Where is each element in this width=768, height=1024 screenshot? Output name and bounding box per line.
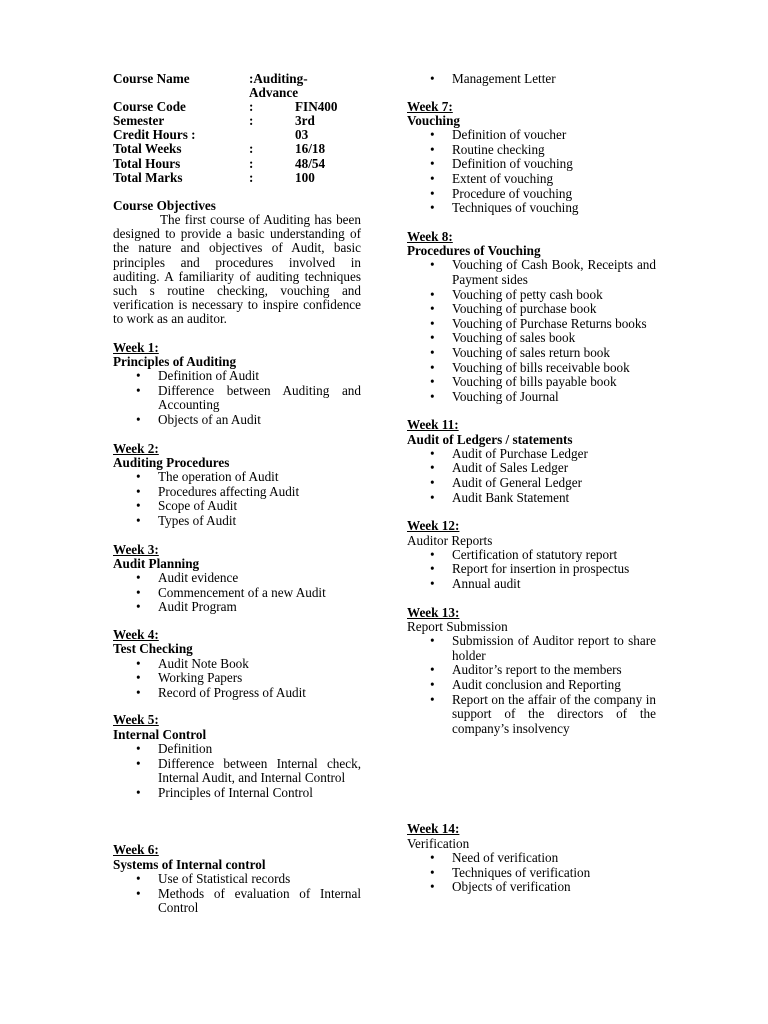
bullet-icon: • <box>430 633 435 649</box>
bullet-icon: • <box>430 388 435 404</box>
list-item <box>407 447 656 462</box>
bullet-icon: • <box>430 330 435 346</box>
credit-hours-value: 03 <box>295 127 309 143</box>
list-item-text: Submission of Auditor report to share holder <box>452 633 656 663</box>
bullet-icon: • <box>136 483 141 499</box>
bullet-icon: • <box>136 740 141 756</box>
list-item-text: Extent of vouching <box>452 170 554 186</box>
bullet-icon: • <box>430 460 435 476</box>
list-item-text: Vouching of bills payable book <box>452 374 617 390</box>
week-section <box>113 442 361 529</box>
week-topic: Test Checking <box>113 641 193 657</box>
list-item-text: Audit evidence <box>158 570 239 586</box>
week-section <box>113 628 361 700</box>
objectives-text: The first course of Auditing has been designed to provide a basic understanding of the nature and objectives of Audit, basic principles and procedures involved in auditing. A familiarity of auditing techniques such s routine checking, vouching and verification is necessary to inspire confidence to work as an auditor. <box>113 212 361 327</box>
list-item <box>407 143 656 158</box>
list-item-text: Report for insertion in prospectus <box>452 561 630 577</box>
bullet-icon: • <box>430 301 435 317</box>
topic-list <box>407 447 656 505</box>
week-section <box>113 543 361 615</box>
list-item-text: Objects of an Audit <box>158 412 261 428</box>
bullet-icon: • <box>430 200 435 216</box>
week-heading: Week 12: <box>407 518 460 534</box>
list-item-text: Vouching of purchase book <box>452 301 597 317</box>
bullet-icon: • <box>430 257 435 273</box>
list-item <box>113 657 361 672</box>
list-item-text: Procedures affecting Audit <box>158 483 300 499</box>
list-item <box>407 361 656 376</box>
week-section <box>113 341 361 428</box>
list-item-text: Techniques of verification <box>452 864 591 880</box>
list-item <box>113 600 361 615</box>
bullet-icon: • <box>430 879 435 895</box>
left-weeks <box>113 341 361 916</box>
list-item <box>113 757 361 786</box>
week-topic: Procedures of Vouching <box>407 243 541 259</box>
list-item <box>113 514 361 529</box>
list-item-text: Management Letter <box>452 71 556 86</box>
bullet-icon: • <box>430 576 435 592</box>
list-item-text: Report on the affair of the company in support of the directors of the company’s insolvency <box>452 691 656 736</box>
list-item <box>113 887 361 916</box>
bullet-icon: • <box>430 141 435 157</box>
list-item-text: Vouching of Journal <box>452 388 559 404</box>
list-item-text: Vouching of sales return book <box>452 344 610 360</box>
week-heading: Week 8: <box>407 228 453 244</box>
list-item-text: Commencement of a new Audit <box>158 584 326 600</box>
list-item <box>407 476 656 491</box>
bullet-icon: • <box>430 677 435 692</box>
bullet-icon: • <box>136 368 141 384</box>
topic-list <box>407 851 656 895</box>
week-topic: Principles of Auditing <box>113 353 237 369</box>
week-heading: Week 4: <box>113 626 159 642</box>
list-item-text: Difference between Auditing and Accounting <box>158 382 361 413</box>
bullet-icon: • <box>430 546 435 562</box>
bullet-icon: • <box>430 849 435 865</box>
list-item-text: Definition of Audit <box>158 368 260 384</box>
bullet-icon: • <box>136 469 141 485</box>
semester-label: Semester <box>113 113 165 129</box>
course-code-value: FIN400 <box>295 99 338 115</box>
course-code-row <box>113 100 339 114</box>
list-item-text: Auditor’s report to the members <box>452 662 622 678</box>
list-item-text: Use of Statistical records <box>158 870 291 886</box>
list-item <box>113 786 361 801</box>
bullet-icon: • <box>136 655 141 671</box>
list-item-text: Difference between Internal check, Internal Audit, and Internal Control <box>158 755 361 786</box>
list-item <box>407 678 656 693</box>
total-marks-row <box>113 171 339 185</box>
total-weeks-row <box>113 142 339 156</box>
right-column <box>407 72 656 895</box>
topic-list <box>113 369 361 427</box>
list-item-text: Types of Audit <box>158 513 237 529</box>
list-item <box>113 671 361 686</box>
course-name-row <box>113 72 339 100</box>
list-item <box>113 571 361 586</box>
objectives-heading: Course Objectives <box>113 197 216 213</box>
week-section <box>113 843 361 915</box>
course-name-label: Course Name <box>113 71 190 86</box>
course-info-table <box>113 72 339 185</box>
topic-list <box>407 128 656 216</box>
bullet-icon: • <box>430 127 435 143</box>
bullet-icon: • <box>136 684 141 700</box>
list-item <box>407 317 656 332</box>
list-item <box>407 172 656 187</box>
list-item <box>407 866 656 881</box>
list-item <box>113 413 361 428</box>
bullet-icon: • <box>136 870 141 886</box>
bullet-icon: • <box>136 784 141 800</box>
list-item-text: Vouching of bills receivable book <box>452 359 630 375</box>
bullet-icon: • <box>430 662 435 678</box>
course-code-sep: : <box>249 99 254 115</box>
list-item-text: Audit of Sales Ledger <box>452 460 569 476</box>
list-item-text: Working Papers <box>158 670 243 686</box>
bullet-icon: • <box>430 170 435 186</box>
list-item <box>113 742 361 757</box>
bullet-icon: • <box>430 185 435 201</box>
list-item-text: Certification of statutory report <box>452 546 618 562</box>
total-weeks-label: Total Weeks <box>113 141 182 157</box>
list-item <box>113 384 361 413</box>
list-item <box>407 346 656 361</box>
week-heading: Week 7: <box>407 98 453 114</box>
list-item-text: Principles of Internal Control <box>158 784 313 800</box>
list-item-text: Audit conclusion and Reporting <box>452 677 621 692</box>
list-item <box>407 880 656 895</box>
list-item <box>407 201 656 216</box>
bullet-icon: • <box>430 315 435 331</box>
week-topic: Audit of Ledgers / statements <box>407 431 573 447</box>
right-weeks <box>407 100 656 895</box>
credit-hours-label: Credit Hours : <box>113 127 196 143</box>
bullet-icon: • <box>430 359 435 375</box>
total-hours-value: 48/54 <box>295 155 326 171</box>
list-item-text: Audit Bank Statement <box>452 489 570 505</box>
week-heading: Week 5: <box>113 712 159 728</box>
list-item-text: Vouching of Purchase Returns books <box>452 315 647 331</box>
list-item-text: Definition of vouching <box>452 156 573 172</box>
week-section <box>407 519 656 591</box>
list-item <box>407 258 656 287</box>
list-item <box>407 577 656 592</box>
bullet-icon: • <box>136 412 141 428</box>
list-item <box>407 187 656 202</box>
credit-hours-sep <box>249 128 295 142</box>
bullet-icon: • <box>430 156 435 172</box>
total-hours-label: Total Hours <box>113 155 181 171</box>
list-item <box>113 586 361 601</box>
week-topic: Verification <box>407 835 470 851</box>
bullet-icon: • <box>136 755 141 771</box>
bullet-icon: • <box>430 475 435 491</box>
list-item <box>113 499 361 514</box>
total-marks-value: 100 <box>295 169 315 185</box>
total-weeks-value: 16/18 <box>295 141 326 157</box>
topic-list <box>113 742 361 800</box>
semester-value: 3rd <box>295 113 315 129</box>
week-topic: Report Submission <box>407 618 508 634</box>
week-heading: Week 1: <box>113 339 159 355</box>
list-item-text: Definition of voucher <box>452 127 567 143</box>
bullet-icon: • <box>136 382 141 398</box>
week-topic: Internal Control <box>113 726 207 742</box>
credit-hours-row <box>113 128 339 142</box>
bullet-icon: • <box>430 286 435 302</box>
week-section <box>407 418 656 505</box>
list-item-text: Need of verification <box>452 849 559 865</box>
topic-list <box>113 571 361 615</box>
list-item-text: Objects of verification <box>452 879 571 895</box>
list-item-text: Vouching of petty cash book <box>452 286 603 302</box>
week-heading: Week 11: <box>407 417 459 433</box>
topic-list <box>407 548 656 592</box>
list-item <box>113 470 361 485</box>
total-marks-label: Total Marks <box>113 169 183 185</box>
semester-sep: : <box>249 113 254 129</box>
list-item-text: Record of Progress of Audit <box>158 684 306 700</box>
topic-list <box>407 258 656 404</box>
list-item <box>113 686 361 701</box>
list-item <box>407 390 656 405</box>
list-item <box>407 128 656 143</box>
list-item <box>407 851 656 866</box>
week-section <box>113 713 361 800</box>
topic-list <box>407 634 656 736</box>
bullet-icon: • <box>136 885 141 901</box>
list-item-text: Audit of Purchase Ledger <box>452 445 588 461</box>
list-item <box>407 548 656 563</box>
bullet-icon: • <box>136 570 141 586</box>
topic-list <box>113 657 361 701</box>
total-weeks-sep: : <box>249 141 254 157</box>
list-item <box>407 302 656 317</box>
total-hours-row <box>113 157 339 171</box>
list-item <box>113 872 361 887</box>
list-item-text: Methods of evaluation of Internal Control <box>158 885 361 916</box>
list-item-text: Annual audit <box>452 576 521 592</box>
list-item-text: Procedure of vouching <box>452 185 573 201</box>
bullet-icon: • <box>136 513 141 529</box>
list-item <box>407 663 656 678</box>
week-heading: Week 13: <box>407 604 460 620</box>
left-column <box>113 72 361 916</box>
bullet-icon: • <box>430 445 435 461</box>
bullet-icon: • <box>430 489 435 505</box>
bullet-icon: • <box>430 374 435 390</box>
week-heading: Week 2: <box>113 440 159 456</box>
list-item-text: Vouching of sales book <box>452 330 576 346</box>
course-code-label: Course Code <box>113 99 186 115</box>
list-item <box>407 693 656 737</box>
list-item <box>113 485 361 500</box>
list-item <box>407 331 656 346</box>
list-item <box>407 491 656 506</box>
semester-row <box>113 114 339 128</box>
topic-list <box>113 872 361 916</box>
list-item <box>407 375 656 390</box>
list-item-text: Routine checking <box>452 141 545 157</box>
week-heading: Week 3: <box>113 541 159 557</box>
total-hours-sep: : <box>249 155 254 171</box>
bullet-icon: • <box>430 71 435 86</box>
bullet-icon: • <box>136 498 141 514</box>
list-item-text: Vouching of Cash Book, Receipts and Payment sides <box>452 257 656 287</box>
week-heading: Week 6: <box>113 842 159 858</box>
week-topic: Vouching <box>407 112 461 128</box>
bullet-icon: • <box>430 344 435 360</box>
bullet-icon: • <box>430 691 435 707</box>
week-section <box>407 822 656 894</box>
course-name-value: :Auditing-Advance <box>249 71 308 101</box>
list-item <box>407 562 656 577</box>
list-item-text: The operation of Audit <box>158 469 279 485</box>
week-topic: Auditor Reports <box>407 532 493 548</box>
bullet-icon: • <box>136 670 141 686</box>
bullet-icon: • <box>136 584 141 600</box>
bullet-icon: • <box>430 561 435 577</box>
total-marks-sep: : <box>249 169 254 185</box>
week-topic: Systems of Internal control <box>113 856 266 872</box>
list-item <box>407 288 656 303</box>
bullet-icon: • <box>430 864 435 880</box>
list-item-text: Techniques of vouching <box>452 200 579 216</box>
list-item <box>407 634 656 663</box>
carryover-list <box>407 72 656 87</box>
week-section <box>407 100 656 216</box>
list-item-text: Audit Program <box>158 599 237 615</box>
list-item <box>407 461 656 476</box>
list-item-text: Audit Note Book <box>158 655 249 671</box>
list-item-text: Definition <box>158 740 213 756</box>
week-section <box>407 606 656 737</box>
week-section <box>407 230 656 405</box>
week-topic: Audit Planning <box>113 555 200 571</box>
list-item <box>407 157 656 172</box>
list-item <box>113 369 361 384</box>
list-item <box>407 72 656 87</box>
week-topic: Auditing Procedures <box>113 454 230 470</box>
list-item-text: Audit of General Ledger <box>452 475 582 491</box>
bullet-icon: • <box>136 599 141 615</box>
week-heading: Week 14: <box>407 821 460 837</box>
list-item-text: Scope of Audit <box>158 498 238 514</box>
topic-list <box>113 470 361 528</box>
